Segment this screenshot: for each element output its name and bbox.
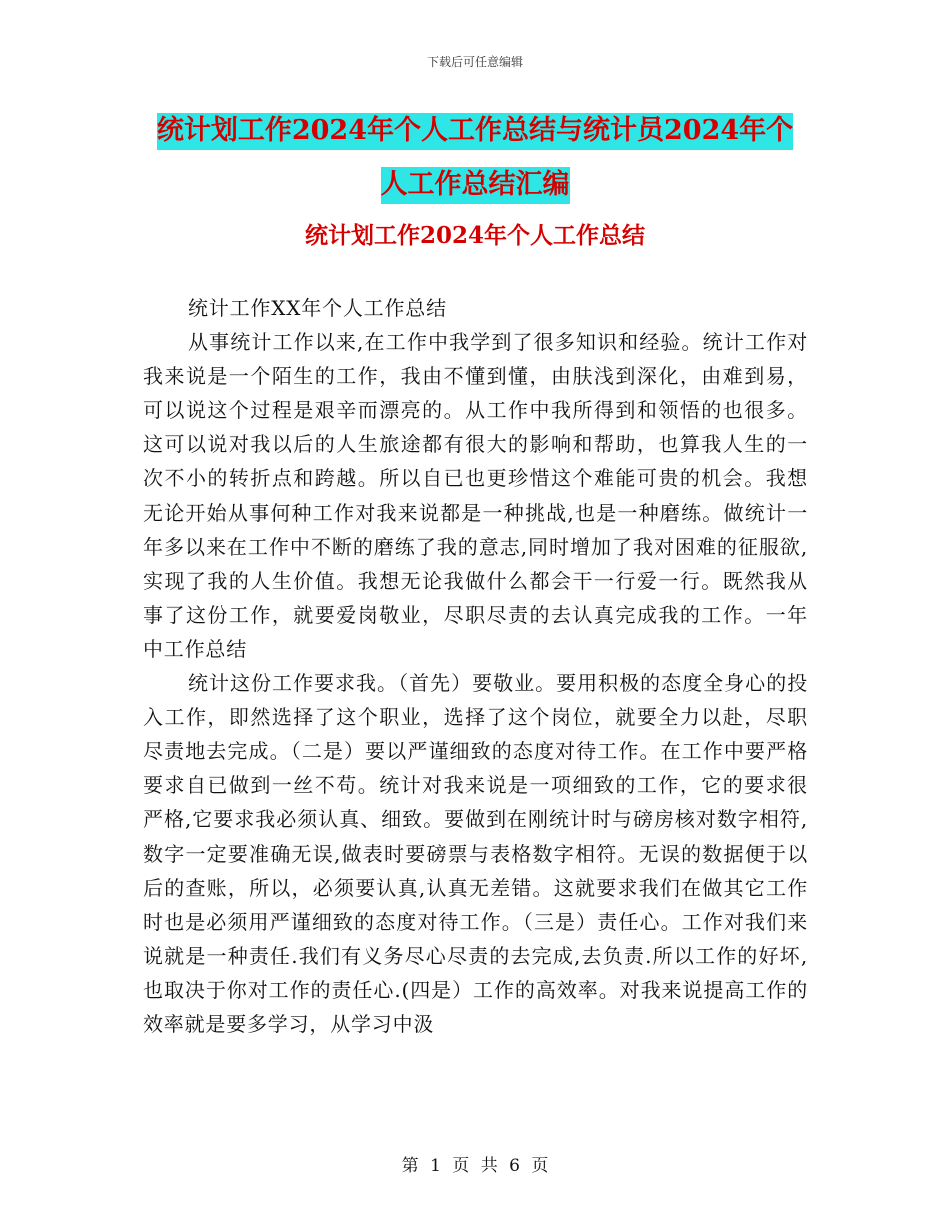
- page-header-note: 下载后可任意编辑: [426, 55, 523, 69]
- paragraph-subtitle: 统计工作XX年个人工作总结: [188, 296, 447, 320]
- paragraph-1: 从事统计工作以来,在工作中我学到了很多知识和经验。统计工作对我来说是一个陌生的工作，我由不懂到懂，由肤浅到深化，由难到易，可以说这个过程是艰辛而漂亮的。从工作中我所得到和领悟的也很多。这可以说对我以后的人生旅途都有很大的影响和帮助，也算我人生的一次不小的转折点和跨越。所以自已也更珍惜这个难能可贵的机会。我想无论开始从事何种工作对我来说都是一种挑战,也是一种磨练。做统计一年多以来在工作中不断的磨练了我的意志,同时增加了我对困难的征服欲,实现了我的人生价值。我想无论我做什么都会干一行爱一行。既然我从事了这份工作，就要爱岗敬业，尽职尽责的去认真完成我的工作。一年中工作总结: [143, 330, 808, 661]
- document-title-line-2: 人工作总结汇编: [380, 169, 570, 200]
- section-title: 统计划工作2024年个人工作总结: [304, 222, 645, 249]
- body-text: [143, 291, 808, 1041]
- page-footer-number: 第 1 页 共 6 页: [401, 1156, 549, 1176]
- paragraph-2: 统计这份工作要求我。（首先）要敬业。要用积极的态度全身心的投入工作，即然选择了这个职业，选择了这个岗位，就要全力以赴，尽职尽责地去完成。（二是）要以严谨细致的态度对待工作。在工作中要严格要求自已做到一丝不苟。统计对我来说是一项细致的工作，它的要求很严格,它要求我必须认真、细致。要做到在刚统计时与磅房核对数字相符,数字一定要准确无误,做表时要磅票与表格数字相符。无误的数据便于以后的查账，所以，必须要认真,认真无差错。这就要求我们在做其它工作时也是必须用严谨细致的态度对待工作。（三是）责任心。工作对我们来说就是一种责任.我们有义务尽心尽责的去完成,去负责.所以工作的好坏,也取决于你对工作的责任心.(四是）工作的高效率。对我来说提高工作的效率就是要多学习，从学习中汲: [143, 671, 808, 1036]
- document-title-highlight: [157, 113, 793, 204]
- document-title: [140, 104, 810, 212]
- document-title-line-1: 统计划工作2024年个人工作总结与统计员2024年个: [156, 115, 794, 146]
